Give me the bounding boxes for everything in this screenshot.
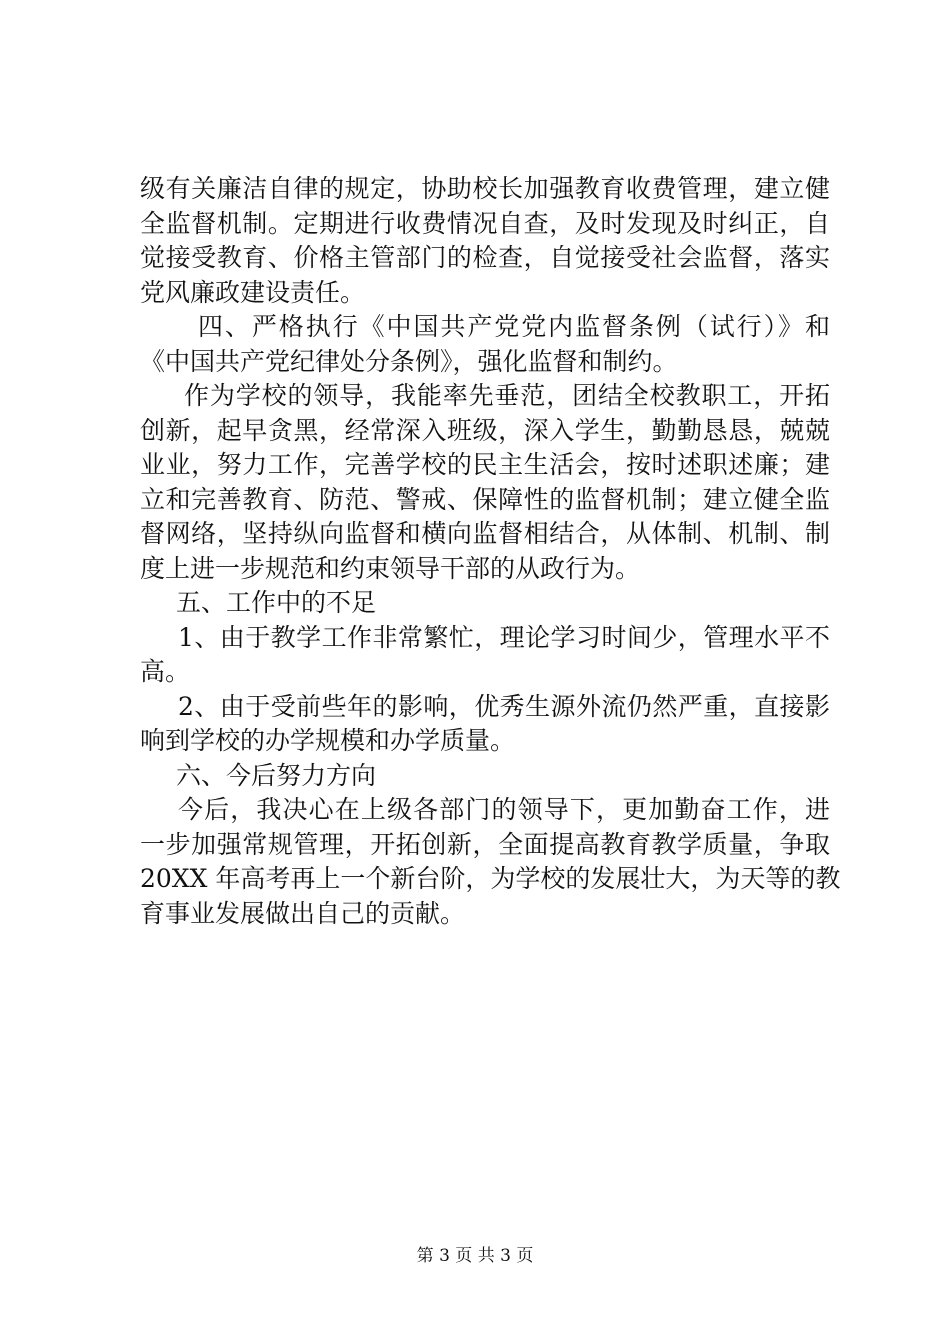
- text-line: 《中国共产党纪律处分条例》，强化监督和制约。: [140, 346, 678, 376]
- text-line: 20XX 年高考再上一个新台阶，为学校的发展壮大，为天等的教: [140, 864, 841, 893]
- text-line: 高。: [140, 657, 191, 686]
- text-line: 觉接受教育、价格主管部门的检查，自觉接受社会监督，落实: [140, 243, 830, 272]
- text-line: 六、今后努力方向: [176, 760, 377, 790]
- text-line: 响到学校的办学规模和办学质量。: [140, 726, 516, 755]
- text-line: 一步加强常规管理，开拓创新，全面提高教育教学质量，争取: [140, 829, 830, 859]
- text-line: 督网络，坚持纵向监督和横向监督相结合，从体制、机制、制: [140, 519, 830, 548]
- text-line: 业业，努力工作，完善学校的民主生活会，按时述职述廉；建: [140, 450, 830, 479]
- text-line: 2、由于受前些年的影响，优秀生源外流仍然严重，直接影: [178, 691, 830, 721]
- text-line: 度上进一步规范和约束领导干部的从政行为。: [140, 553, 641, 583]
- text-line: 今后，我决心在上级各部门的领导下，更加勤奋工作，进: [178, 795, 830, 824]
- text-line: 党风廉政建设责任。: [140, 277, 366, 307]
- page-footer: 第 3 页 共 3 页: [416, 1246, 534, 1266]
- text-line: 1、由于教学工作非常繁忙，理论学习时间少，管理水平不: [178, 622, 830, 652]
- text-line: 育事业发展做出自己的贡献。: [140, 898, 466, 928]
- text-line: 立和完善教育、防范、警戒、保障性的监督机制；建立健全监: [140, 484, 830, 514]
- text-line: 四、严格执行《中国共产党党内监督条例（试行）》和: [198, 312, 830, 341]
- text-line: 全监督机制。定期进行收费情况自查，及时发现及时纠正，自: [140, 208, 830, 238]
- document-body: [140, 172, 841, 931]
- text-line: 级有关廉洁自律的规定，协助校长加强教育收费管理，建立健: [140, 174, 830, 203]
- text-line: 作为学校的领导，我能率先垂范，团结全校教职工，开拓: [184, 381, 830, 410]
- text-line: 创新，起早贪黑，经常深入班级，深入学生，勤勤恳恳，兢兢: [140, 415, 830, 445]
- text-line: 五、工作中的不足: [176, 588, 377, 617]
